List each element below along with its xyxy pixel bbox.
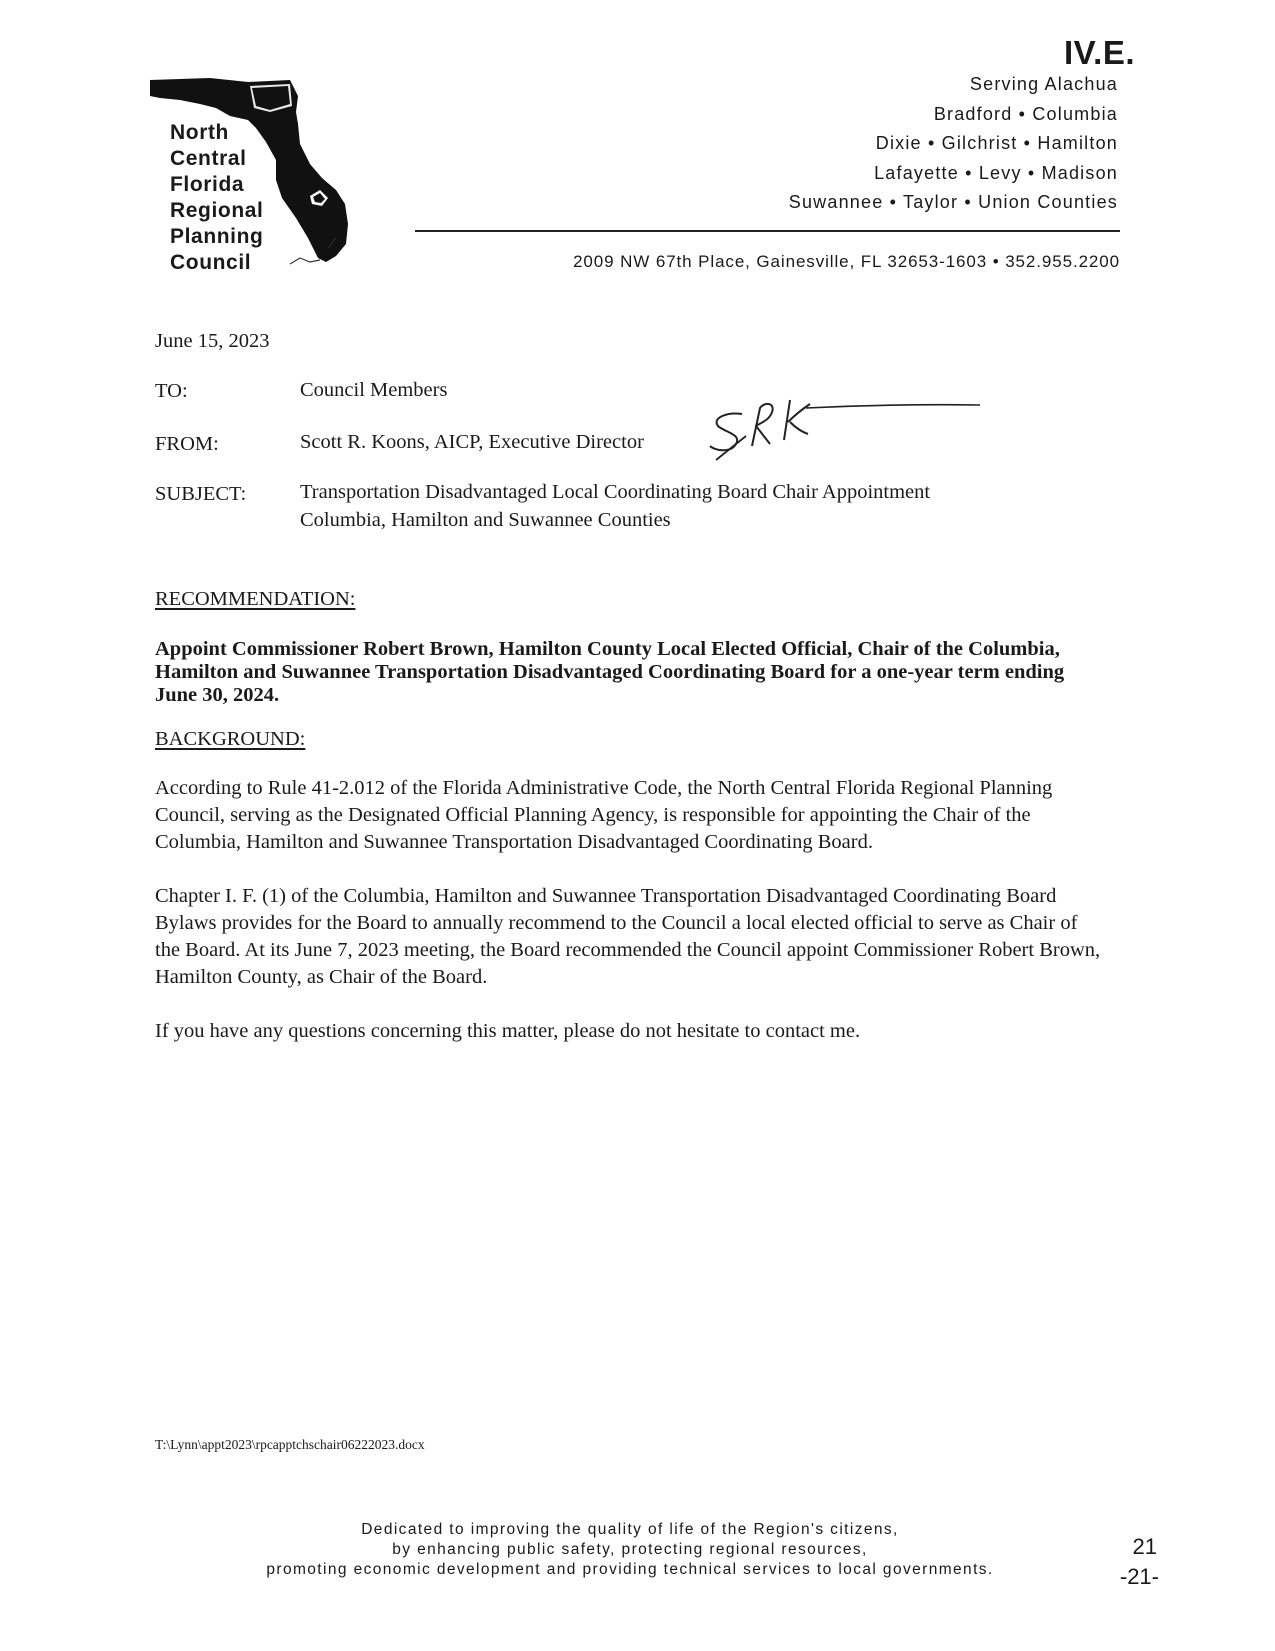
org-name-line: Central <box>170 147 247 170</box>
background-paragraph: Chapter I. F. (1) of the Columbia, Hamilton and Suwannee Transportation Disadvantaged Coordinating Board Bylaws provides for the Board to annually recommend to the Council a local elected official to serve as Chair of the Board. At its June 7, 2023 meeting, the Board recommended the Council appoint Commissioner Robert Brown, Hamilton County, as Chair of the Board. <box>155 885 1101 988</box>
recommendation-text: Appoint Commissioner Robert Brown, Hamilton County Local Elected Official, Chair of the Columbia, Hamilton and Suwannee Transportation Disadvantaged Coordinating Board for a one-year term ending June 30, 2024. <box>155 638 1065 706</box>
memo-date: June 15, 2023 <box>155 330 270 352</box>
mission-line: Dedicated to improving the quality of life of the Region's citizens, <box>361 1521 899 1538</box>
signature-icon <box>708 388 983 470</box>
org-name-line: North <box>170 121 229 144</box>
serving-line: Suwannee • Taylor • Union Counties <box>788 192 1118 212</box>
closing-paragraph: If you have any questions concerning this matter, please do not hesitate to contact me. <box>155 1020 861 1042</box>
background-heading: BACKGROUND: <box>155 728 306 750</box>
footer-mission <box>150 1520 1110 1580</box>
subject-line: Transportation Disadvantaged Local Coordinating Board Chair Appointment <box>300 481 931 503</box>
to-value: Council Members <box>300 379 448 401</box>
from-value: Scott R. Koons, AICP, Executive Director <box>300 431 644 453</box>
file-path: T:\Lynn\appt2023\rpcapptchschair06222023.docx <box>155 1437 425 1452</box>
from-label: FROM: <box>155 433 219 455</box>
serving-line: Serving Alachua <box>969 74 1118 94</box>
council-address: 2009 NW 67th Place, Gainesville, FL 32653-1603 • 352.955.2200 <box>573 252 1120 271</box>
org-name-line: Regional <box>170 199 264 222</box>
mission-line: promoting economic development and providing technical services to local governments. <box>266 1561 994 1578</box>
serving-line: Lafayette • Levy • Madison <box>874 162 1118 183</box>
org-name <box>170 120 263 276</box>
org-name-line: Council <box>170 251 252 274</box>
org-name-line: Florida <box>170 173 245 196</box>
page-number: 21 <box>1132 1534 1157 1559</box>
serving-counties <box>789 70 1118 218</box>
agenda-item-number: IV.E. <box>1064 34 1135 71</box>
subject-line: Columbia, Hamilton and Suwannee Counties <box>300 509 671 531</box>
header-divider <box>415 230 1120 232</box>
background-paragraph: According to Rule 41-2.012 of the Florida Administrative Code, the North Central Florida Regional Planning Council, serving as the Designated Official Planning Agency, is responsible for appointing the Chair of the Columbia, Hamilton and Suwannee Transportation Disadvantaged Coordinating Board. <box>155 777 1053 853</box>
mission-line: by enhancing public safety, protecting regional resources, <box>392 1541 868 1558</box>
to-label: TO: <box>155 380 188 402</box>
page-number-marked: -21- <box>1119 1564 1159 1589</box>
org-name-line: Planning <box>170 225 264 248</box>
council-logo <box>150 78 365 283</box>
signature-initials <box>708 388 983 475</box>
serving-line: Bradford • Columbia <box>933 103 1118 124</box>
recommendation-heading: RECOMMENDATION: <box>155 588 356 610</box>
serving-line: Dixie • Gilchrist • Hamilton <box>875 133 1118 153</box>
subject-label: SUBJECT: <box>155 483 247 505</box>
